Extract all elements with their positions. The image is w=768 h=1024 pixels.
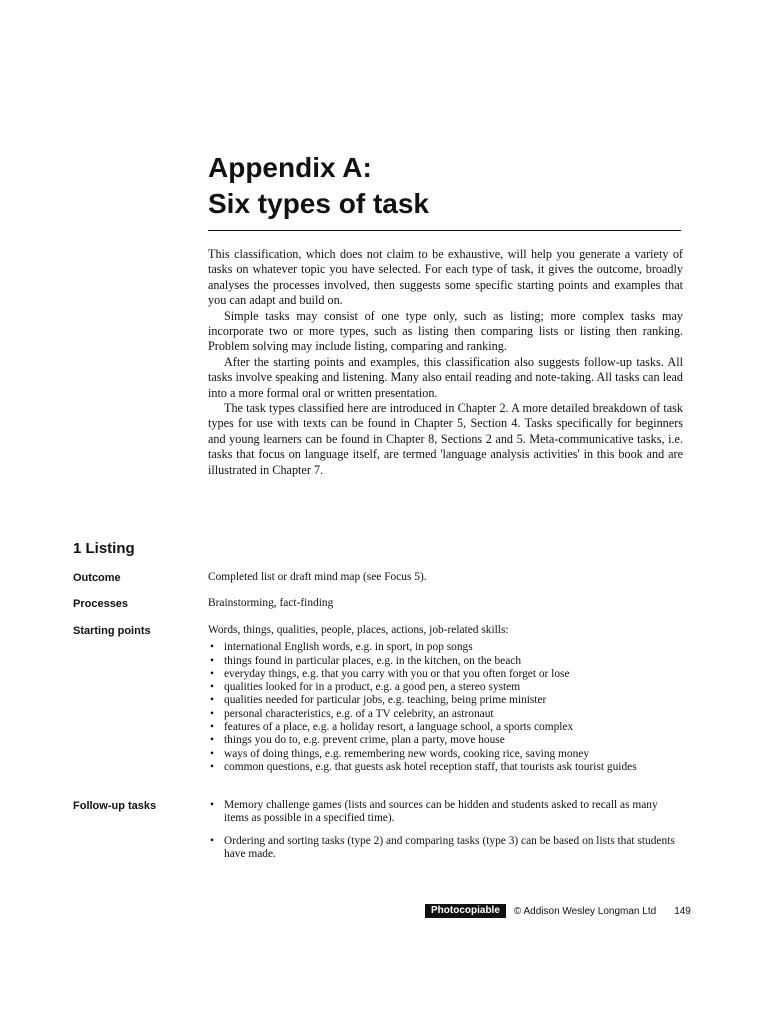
list-item: • Memory challenge games (lists and sources can be hidden and students asked to recall as many items as possible in a specified time).	[208, 799, 678, 826]
processes-label: Processes	[73, 598, 129, 610]
copyright-text: © Addison Wesley Longman Ltd	[513, 905, 657, 917]
starting-points-intro: Words, things, qualities, people, places, actions, job-related skills:	[208, 624, 509, 636]
starting-points-block	[208, 624, 678, 774]
page-number: 149	[674, 905, 691, 917]
intro-paragraph: This classification, which does not claim to be exhaustive, will help you generate a variety of tasks on whatever topic you have selected. For each type of task, it gives the outcome, broadly analyses the processes involved, then suggests some specific starting points and examples that you can adapt and build on.	[208, 247, 683, 308]
list-item: • things you do to, e.g. prevent crime, plan a party, move house	[208, 734, 678, 747]
intro-text	[208, 247, 683, 478]
list-item: • Ordering and sorting tasks (type 2) and comparing tasks (type 3) can be based on lists that students have made.	[208, 835, 678, 862]
page-title-line-2: Six types of task	[208, 188, 429, 219]
section-heading: 1 Listing	[73, 540, 135, 557]
list-item: • everyday things, e.g. that you carry with you or that you often forget or lose	[208, 668, 678, 681]
follow-up-block	[208, 795, 678, 861]
outcome-label: Outcome	[73, 572, 121, 584]
page-title-line-1: Appendix A:	[208, 152, 372, 183]
intro-paragraph: After the starting points and examples, this classification also suggests follow-up tasks. All tasks involve speaking and listening. Many also entail reading and note-taking. All tasks can lead into a more formal oral or written presentation.	[208, 354, 683, 400]
intro-paragraph: Simple tasks may consist of one type only, such as listing; more complex tasks may incorporate two or more types, such as listing then comparing lists or listing then ranking. Problem solving may include listing, comparing and ranking.	[208, 308, 683, 354]
list-item: • personal characteristics, e.g. of a TV celebrity, an astronaut	[208, 708, 678, 721]
list-item: • common questions, e.g. that guests ask hotel reception staff, that tourists ask tourist guides	[208, 761, 678, 774]
list-item: • ways of doing things, e.g. remembering new words, cooking rice, saving money	[208, 748, 678, 761]
page-title	[208, 150, 688, 222]
processes-text: Brainstorming, fact-finding	[208, 597, 334, 609]
outcome-text: Completed list or draft mind map (see Focus 5).	[208, 571, 427, 583]
list-item: • features of a place, e.g. a holiday resort, a language school, a sports complex	[208, 721, 678, 734]
title-rule	[208, 230, 681, 231]
page-footer	[425, 904, 691, 918]
starting-points-label: Starting points	[73, 625, 151, 637]
list-item: • international English words, e.g. in sport, in pop songs	[208, 641, 678, 654]
starting-points-list	[208, 641, 678, 774]
photocopiable-badge: Photocopiable	[425, 904, 506, 918]
follow-up-list	[208, 799, 678, 861]
intro-paragraph: The task types classified here are introduced in Chapter 2. A more detailed breakdown of task types for use with texts can be found in Chapter 5, Section 4. Tasks specifically for beginners and young learners can be found in Chapter 8, Sections 2 and 5. Meta-communicative tasks, i.e. tasks that focus on language itself, are termed 'language analysis activities' in this book and are illustrated in Chapter 7.	[208, 401, 683, 477]
list-item: • qualities needed for particular jobs, e.g. teaching, being prime minister	[208, 694, 678, 707]
list-item: • qualities looked for in a product, e.g. a good pen, a stereo system	[208, 681, 678, 694]
list-item: • things found in particular places, e.g. in the kitchen, on the beach	[208, 655, 678, 668]
follow-up-label: Follow-up tasks	[73, 800, 157, 812]
